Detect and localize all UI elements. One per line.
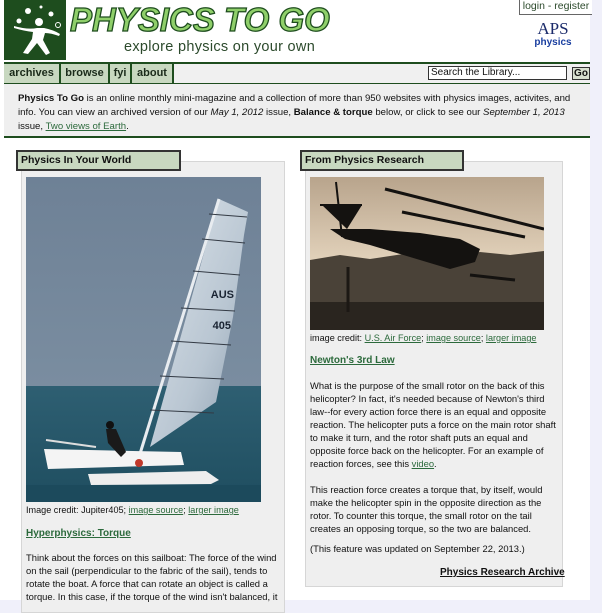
image-source-link[interactable]: image source bbox=[128, 505, 184, 515]
helicopter-photo[interactable] bbox=[310, 177, 544, 330]
newtons-3rd-law-link[interactable]: Newton's 3rd Law bbox=[310, 355, 395, 366]
video-link[interactable]: video bbox=[411, 458, 435, 469]
site-title-text: PHYSICS TO GO bbox=[70, 1, 330, 38]
tagline: explore physics on your own bbox=[124, 39, 316, 55]
intro-panel bbox=[4, 84, 590, 138]
image-source-link[interactable]: image source bbox=[426, 333, 481, 343]
nav-fyi[interactable]: fyi bbox=[110, 64, 132, 83]
from-physics-research-heading: From Physics Research bbox=[300, 150, 464, 171]
larger-image-link[interactable]: larger image bbox=[485, 333, 537, 343]
nav-archives[interactable]: archives bbox=[4, 64, 61, 83]
sailboat-image bbox=[26, 177, 261, 502]
helicopter-description-text: What is the purpose of the small rotor on the back of this helicopter? In fact, it's needed because of Newton's third law--for every action force there is an equal and opposite reaction. The helicopter puts a force on the main rotor shaft to make it turn, and the rotor shaft puts an equal and opposite force back on the helicopter. For an example of reaction forces, see this bbox=[310, 380, 556, 469]
site-logo[interactable] bbox=[4, 0, 66, 60]
us-air-force-link[interactable]: U.S. Air Force bbox=[364, 333, 422, 343]
intro-text-3: below, or click to see our bbox=[372, 107, 484, 118]
helicopter-description-end: . bbox=[434, 458, 437, 469]
intro-text bbox=[18, 92, 578, 134]
aps-logo-subtext: physics bbox=[534, 37, 572, 48]
intro-date-2: September 1, 2013 bbox=[483, 107, 565, 118]
sail-text-aus: AUS bbox=[210, 289, 234, 301]
aps-logo-text: APS bbox=[537, 19, 569, 38]
physics-research-archive-link[interactable]: Physics Research Archive bbox=[440, 567, 565, 578]
credit-prefix: image credit: bbox=[310, 333, 365, 343]
credit-separator: ; bbox=[421, 333, 427, 343]
juggler-figure-icon bbox=[4, 0, 66, 60]
nav-bar bbox=[4, 62, 590, 85]
hyperphysics-torque-link[interactable]: Hyperphysics: Torque bbox=[26, 528, 131, 539]
intro-brand: Physics To Go bbox=[18, 93, 84, 104]
site-title bbox=[70, 2, 330, 38]
login-register-link[interactable]: login - register bbox=[519, 0, 592, 15]
credit-separator: ; bbox=[480, 333, 486, 343]
two-views-of-earth-link[interactable]: Two views of Earth bbox=[45, 121, 127, 132]
helicopter-image-credit bbox=[310, 333, 536, 343]
nav-browse[interactable]: browse bbox=[61, 64, 110, 83]
sailboat-image-credit bbox=[26, 505, 239, 515]
credit-prefix: Image credit: Jupiter405; bbox=[26, 505, 129, 515]
intro-date-1: May 1, 2012 bbox=[210, 107, 264, 118]
go-button[interactable]: Go bbox=[572, 67, 590, 80]
sailboat-description: Think about the forces on this sailboat: The force of the wind on the sail (perpendicular to the fabric of the sail), tends to rotate the boat. A force that can rotate an object is called a torque. In this case, if the torque of the wind isn't balanced, it bbox=[26, 552, 278, 602]
intro-text-5: . bbox=[126, 121, 129, 132]
intro-text-2: issue, bbox=[263, 107, 294, 118]
intro-topic: Balance & torque bbox=[293, 107, 373, 118]
torque-explanation: This reaction force creates a torque that, by itself, would make the helicopter spin in the opposite direction as the rotor. To counter this torque, the small rotor on the tail creates an opposing torque, so the two are balanced. bbox=[310, 484, 543, 534]
larger-image-link[interactable]: larger image bbox=[188, 505, 239, 515]
intro-text-4: issue, bbox=[18, 121, 46, 132]
sail-text-405: 405 bbox=[212, 320, 231, 332]
helicopter-image bbox=[310, 177, 544, 330]
sailboat-photo[interactable] bbox=[26, 177, 261, 502]
intro-text-1: is an online monthly mini-magazine and a collection of more than 950 websites with physics images, activites, and info. You can view an archived version of our bbox=[18, 93, 571, 118]
updated-note: (This feature was updated on September 22, 2013.) bbox=[310, 543, 525, 554]
aps-logo[interactable] bbox=[528, 20, 578, 48]
credit-separator: ; bbox=[183, 505, 189, 515]
search-input[interactable] bbox=[428, 66, 567, 80]
helicopter-description bbox=[310, 379, 562, 470]
physics-in-your-world-heading: Physics In Your World bbox=[16, 150, 181, 171]
nav-about[interactable]: about bbox=[132, 64, 174, 83]
